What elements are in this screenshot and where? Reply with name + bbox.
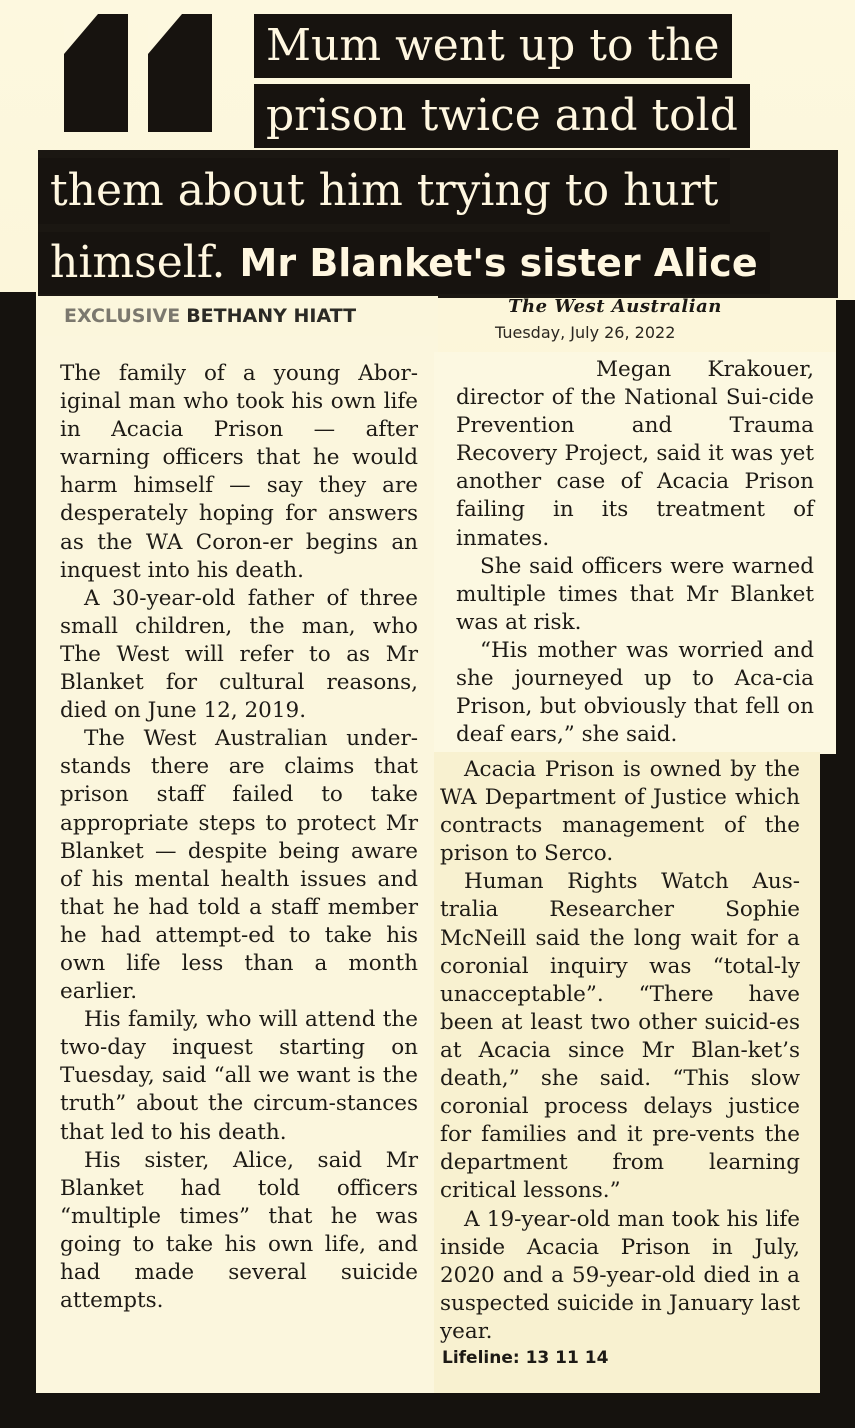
paragraph: The family of a young Abor-iginal man who took his own life in Acacia Prison — after warning officers that he would harm himself — say they are desperately hoping for answers as the WA Coron-er begins an inquest into his death. bbox=[60, 361, 418, 583]
paragraph: The West Australian under-stands there are claims that prison staff failed to take appropriate steps to protect Mr Blanket — despite being aware of his mental health issues and that he had told a staff member he had attempt-ed to take his own life less than a month earlier. bbox=[60, 726, 418, 1005]
masthead-name: The West Australian bbox=[508, 296, 722, 317]
paragraph: His sister, Alice, said Mr Blanket had told officers “multiple times” that he was going to take his own life, and had made several suicide attempts. bbox=[60, 1147, 418, 1314]
bottom-border bbox=[0, 1393, 855, 1428]
right-column-bottom bbox=[440, 756, 800, 1346]
quote-mark-icon bbox=[148, 14, 212, 132]
paragraph: His family, who will attend the two-day inquest starting on Tuesday, said “all we want is the truth” about the circum-stances that led to his death. bbox=[60, 1007, 418, 1145]
paragraph: She said officers were warned multiple times that Mr Blanket was at risk. bbox=[456, 553, 814, 635]
left-column bbox=[60, 360, 418, 1315]
paragraph: Acacia Prison is owned by the WA Department of Justice which contracts management of the prison to Serco. bbox=[440, 757, 800, 867]
paragraph: Human Rights Watch Aus-tralia Researcher Sophie McNeill said the long wait for a coronial inquiry was “total-ly unacceptable”. “There have been at least two other suicid-es at Acacia since Mr Blan-ket’s death,” she said. “This slow coronial process delays justice for families and it pre-vents the department from learning critical lessons.” bbox=[440, 869, 800, 1204]
headline-line-3: them about him trying to hurt bbox=[38, 158, 730, 224]
paragraph: A 30-year-old father of three small children, the man, who The West will refer to as Mr Blanket for cultural reasons, died on June 12, 2019. bbox=[60, 585, 418, 724]
byline-tag: EXCLUSIVE bbox=[64, 305, 181, 327]
paragraph: A 19-year-old man took his life inside Acacia Prison in July, 2020 and a 59-year-old died in a suspected suicide in January last year. bbox=[440, 1206, 800, 1344]
right-column-top bbox=[456, 356, 814, 749]
right-border bbox=[820, 750, 855, 1428]
quote-mark-icon bbox=[64, 14, 128, 132]
left-border bbox=[0, 292, 36, 1428]
paragraph: Megan Krakouer, director of the National Sui-cide Prevention and Trauma Recovery Project, said it was yet another case of Acacia Prison failing in its treatment of inmates. bbox=[456, 357, 814, 551]
masthead bbox=[495, 296, 735, 342]
lifeline-note: Lifeline: 13 11 14 bbox=[442, 1348, 609, 1368]
right-border-upper bbox=[836, 300, 855, 760]
headline-line-4-text: himself. bbox=[50, 237, 226, 288]
headline-attribution: Mr Blanket's sister Alice bbox=[239, 241, 758, 285]
headline-line-1: Mum went up to the bbox=[254, 14, 732, 78]
headline-line-4 bbox=[38, 232, 770, 294]
byline bbox=[36, 296, 438, 336]
headline-line-2: prison twice and told bbox=[254, 84, 750, 148]
masthead-date: Tuesday, July 26, 2022 bbox=[495, 323, 676, 342]
paragraph: “His mother was worried and she journeyed up to Aca-cia Prison, but obviously that fell on deaf ears,” she said. bbox=[456, 637, 814, 748]
byline-author: BETHANY HIATT bbox=[186, 305, 357, 327]
